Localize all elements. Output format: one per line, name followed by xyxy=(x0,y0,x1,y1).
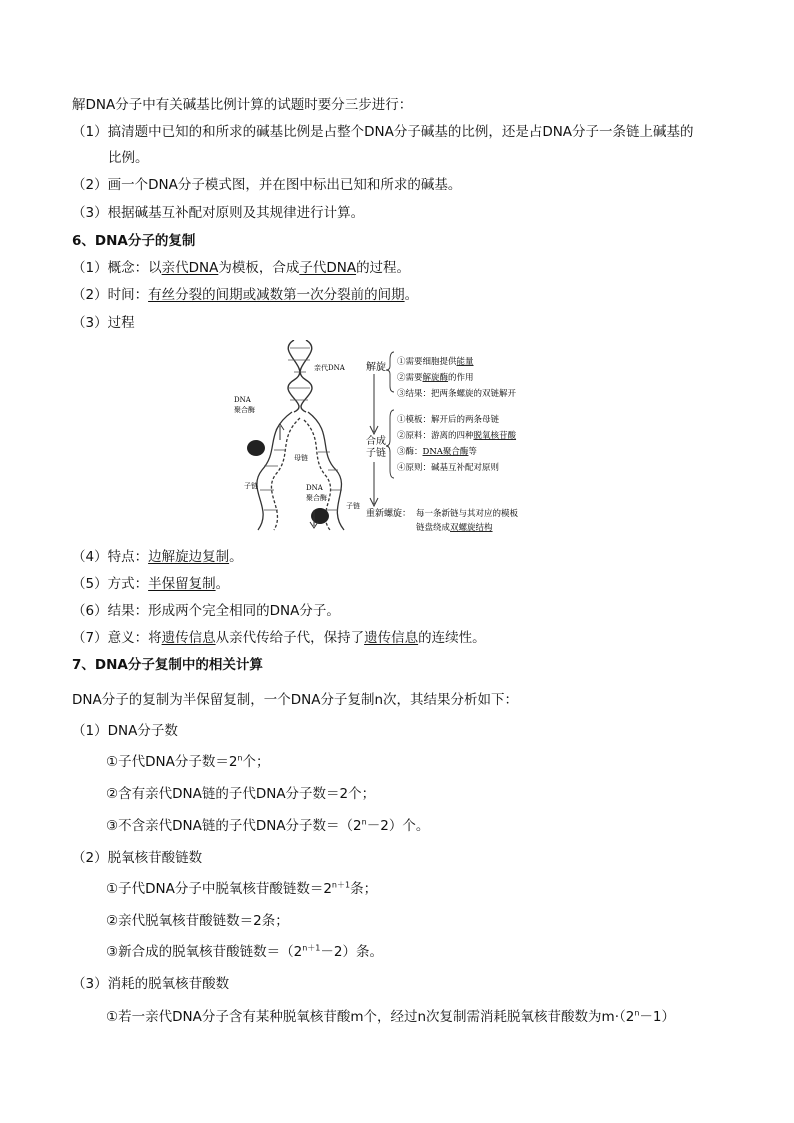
meaning-mid: 从亲代传给子代，保持了 xyxy=(215,630,365,646)
label-mother: 母链 xyxy=(294,454,308,462)
unwind-items xyxy=(397,356,517,399)
feature-suffix: 。 xyxy=(229,549,243,565)
concept-line xyxy=(72,259,410,277)
dna-count-1: ①子代DNA分子数$=2^n$个； xyxy=(106,753,270,770)
brace-unwind-icon xyxy=(386,352,394,392)
concept-mid: 为模板，合成 xyxy=(218,260,300,276)
meaning-info-2: 遗传信息 xyxy=(364,630,419,646)
section-7-intro: DNA分子的复制为半保留复制，一个DNA分子复制n次，其结果分析如下： xyxy=(72,692,519,708)
meaning-line xyxy=(72,629,486,647)
synth-item-2: ②原料：游离的四种脱氧核苷酸 xyxy=(397,431,517,441)
concept-daughter-dna: 子代DNA xyxy=(299,260,357,276)
label-polymerase-2a: DNA xyxy=(306,484,323,492)
time-suffix: 。 xyxy=(404,287,419,303)
chain-count-2: ②亲代脱氧核苷酸链数＝2条； xyxy=(106,913,289,929)
label-rewind-line-1: 每一条新链与其对应的模板 xyxy=(416,509,519,519)
label-daughter-2: 子链 xyxy=(346,502,360,510)
label-polymerase-2b: 聚合酶 xyxy=(306,494,327,502)
step-3: （3）根据碱基互补配对原则及其规律进行计算。 xyxy=(72,205,365,221)
meaning-prefix: （7）意义：将 xyxy=(72,630,162,646)
unwind-item-2: ②需要解旋酶的作用 xyxy=(397,373,474,383)
direction-arrow-left-icon xyxy=(276,424,284,440)
concept-parent-dna: 亲代DNA xyxy=(161,260,219,276)
label-synth-1: 合成 xyxy=(366,436,386,447)
label-rewind-title: 重新螺旋： xyxy=(366,509,412,519)
section-7-heading: 7、DNA分子复制中的相关计算 xyxy=(72,657,263,673)
chain-count-1: ①子代DNA分子中脱氧核苷酸链数$=2^{n+1}$条； xyxy=(106,880,378,897)
synth-items xyxy=(397,414,517,473)
dna-replication-figure xyxy=(234,340,564,536)
concept-suffix: 的过程。 xyxy=(356,260,411,276)
meaning-suffix: 的连续性。 xyxy=(418,630,486,646)
feature-line xyxy=(72,548,243,566)
mode-line xyxy=(72,575,229,593)
mode-value: 半保留复制 xyxy=(148,576,216,592)
left-mother-strand xyxy=(257,412,292,530)
unwind-item-3: ③结果：把两条螺旋的双链解开 xyxy=(397,389,517,399)
label-synth-2: 子链 xyxy=(366,448,386,459)
section-6-heading: 6、DNA分子的复制 xyxy=(72,233,196,249)
dna-count-label: （1）DNA分子数 xyxy=(72,723,178,739)
chain-count-3: ③新合成的脱氧核苷酸链数$=(2^{n+1}-2)$条。 xyxy=(106,943,383,960)
flow-arrow-1-icon xyxy=(370,374,378,434)
polymerase-blob-left xyxy=(247,440,265,456)
feature-prefix: （4）特点： xyxy=(72,549,149,565)
parent-strand-b xyxy=(300,340,312,412)
synth-item-1: ①模板：解开后的两条母链 xyxy=(397,415,500,425)
unwind-item-1: ①需要细胞提供能量 xyxy=(397,357,474,367)
concept-prefix: （1）概念：以 xyxy=(72,260,162,276)
replication-diagram-svg xyxy=(234,340,564,536)
meaning-info-1: 遗传信息 xyxy=(161,630,216,646)
flow-arrow-2-icon xyxy=(370,462,378,506)
left-daughter-helix xyxy=(257,412,300,530)
mode-prefix: （5）方式： xyxy=(72,576,149,592)
process-label: （3）过程 xyxy=(72,315,135,331)
brace-synth-icon xyxy=(386,410,394,478)
parent-helix xyxy=(288,340,312,412)
synth-item-4: ④原则：碱基互补配对原则 xyxy=(397,463,500,473)
step-2: （2）画一个DNA分子模式图，并在图中标出已知和所求的碱基。 xyxy=(72,177,462,193)
step-1-line-2: 比例。 xyxy=(108,150,149,166)
consumed-1: ①若一亲代DNA分子含有某种脱氧核苷酸m个，经过n次复制需消耗脱氧核苷酸数为$m\cdot(2^n-1)$ xyxy=(106,1008,675,1025)
label-polymerase-1a: DNA xyxy=(234,396,251,404)
parent-strand-a xyxy=(288,340,300,412)
step-1-line-1: （1）搞清题中已知的和所求的碱基比例是占整个DNA分子碱基的比例，还是占DNA分子一条链上碱基的 xyxy=(72,124,694,140)
feature-value: 边解旋边复制 xyxy=(148,549,230,565)
label-daughter-1: 子链 xyxy=(244,482,258,490)
dna-count-2: ②含有亲代DNA链的子代DNA分子数＝2个； xyxy=(106,786,376,802)
time-prefix: （2）时间： xyxy=(72,287,149,303)
time-period: 有丝分裂的间期或减数第一次分裂前的间期 xyxy=(148,287,405,303)
result-line: （6）结果：形成两个完全相同的DNA分子。 xyxy=(72,603,340,619)
synth-item-3: ③酶：DNA聚合酶等 xyxy=(397,447,477,457)
time-line xyxy=(72,286,418,304)
label-unwind: 解旋 xyxy=(366,362,386,373)
intro-text: 解DNA分子中有关碱基比例计算的试题时要分三步进行： xyxy=(72,97,413,113)
mode-suffix: 。 xyxy=(215,576,230,592)
chain-count-label: （2）脱氧核苷酸链数 xyxy=(72,850,203,866)
consumed-label: （3）消耗的脱氧核苷酸数 xyxy=(72,976,230,992)
left-daughter-strand xyxy=(271,418,300,530)
label-polymerase-1b: 聚合酶 xyxy=(234,406,255,414)
label-parent-dna: 亲代DNA xyxy=(314,364,345,372)
label-rewind-line-2: 链盘绕成双螺旋结构 xyxy=(416,523,493,533)
dna-count-3: ③不含亲代DNA链的子代DNA分子数$=(2^n-2)$个。 xyxy=(106,817,430,834)
